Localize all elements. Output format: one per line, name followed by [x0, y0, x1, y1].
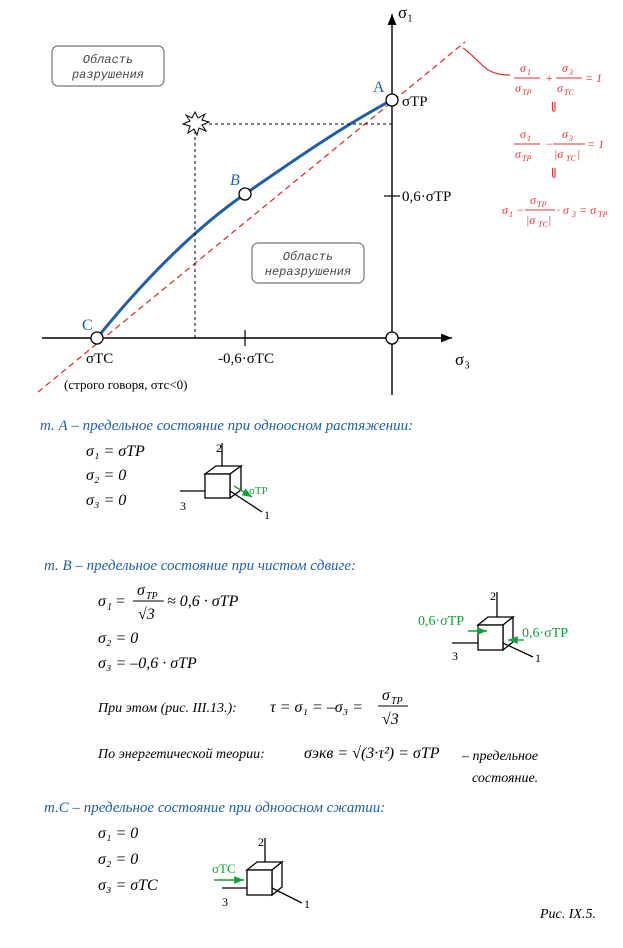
svg-text:|σ: |σ — [526, 213, 536, 227]
fracture-icon — [183, 112, 209, 135]
svg-text:1: 1 — [107, 602, 112, 613]
point-c-label: C — [82, 317, 93, 334]
section-b-limit-2: состояние. — [472, 771, 539, 786]
svg-text:|: | — [577, 147, 581, 161]
guide-lines — [195, 124, 392, 338]
red-formulas — [502, 61, 607, 229]
svg-text:σ: σ — [382, 687, 390, 704]
region-safe-line2: неразрушения — [264, 265, 352, 279]
svg-text:1: 1 — [527, 68, 531, 77]
section-b-tau: τ = σ₁ = –σ₃ = — [270, 699, 364, 716]
section-b-when: При этом (рис. III.13.): — [98, 701, 237, 716]
cube-a-axis2: 2 — [216, 441, 222, 455]
section-a — [40, 418, 413, 522]
callout-curve — [463, 48, 510, 75]
svg-text:σ: σ — [515, 147, 521, 161]
svg-text:ТР: ТР — [146, 591, 158, 602]
x-axis-label: σ₃ — [455, 350, 471, 369]
svg-text:3: 3 — [569, 134, 573, 143]
region-safe-line1: Область — [282, 250, 334, 264]
region-safe-box — [252, 243, 364, 283]
svg-text:σ: σ — [520, 61, 526, 75]
svg-text:ТС: ТС — [538, 220, 548, 229]
svg-text:ТС: ТС — [564, 88, 574, 97]
svg-text:σ: σ — [515, 81, 521, 95]
point-a-marker — [386, 94, 398, 106]
red-arrow-1: ⇓ — [548, 101, 560, 116]
svg-text:= σ: = σ — [579, 203, 597, 217]
region-destroy-line2: разрушения — [71, 68, 145, 82]
section-c — [44, 800, 385, 911]
point-b-marker — [239, 188, 251, 200]
svg-text:ТР: ТР — [598, 210, 608, 219]
sigma-tr-label: σТР — [402, 94, 428, 110]
svg-text:3: 3 — [572, 210, 576, 219]
section-a-line1: σ₁ = σТР — [86, 443, 145, 460]
cube-a-axis1: 1 — [264, 508, 270, 522]
svg-text:|σ: |σ — [554, 147, 564, 161]
svg-text:· σ: · σ — [557, 203, 569, 217]
svg-text:−: − — [545, 137, 554, 151]
cube-b-stress-left: 0,6·σТР — [418, 614, 465, 629]
point-a-label: A — [373, 79, 385, 96]
section-b — [44, 558, 568, 786]
svg-text:|: | — [548, 213, 552, 227]
sigma-06tr-label: 0,6·σТР — [402, 189, 452, 205]
region-destroy-line1: Область — [82, 53, 134, 67]
svg-text:1: 1 — [527, 134, 531, 143]
svg-text:√3: √3 — [382, 711, 399, 728]
svg-text:=: = — [115, 593, 126, 610]
section-c-title: т.С – предельное состояние при одноосном сжатии: — [44, 800, 386, 816]
strictly-note: (строго говоря, σтс<0) — [64, 377, 188, 392]
section-b-title: т. В – предельное состояние при чистом сдвиге: — [44, 558, 357, 574]
svg-text:+: + — [545, 71, 554, 85]
svg-text:σ: σ — [562, 127, 568, 141]
section-a-line2: σ₂ = 0 — [86, 467, 127, 484]
svg-text:σ: σ — [502, 203, 508, 217]
svg-text:σ: σ — [520, 127, 526, 141]
cube-b-axis3: 3 — [452, 649, 458, 663]
svg-text:ТР: ТР — [522, 88, 532, 97]
section-c-line3: σ₃ = σТС — [98, 877, 158, 894]
svg-text:ТР: ТР — [537, 200, 547, 209]
cube-c-stress-label: σТС — [212, 861, 236, 876]
section-b-energy-eq: σэкв = √(3·τ²) = σТР — [304, 745, 440, 762]
cube-a-stress-label: σТР — [249, 485, 268, 497]
section-a-line3: σ₃ = 0 — [86, 492, 127, 509]
sigma-neg06tc-label: -0,6·σТС — [218, 351, 274, 367]
cube-a-axis3: 3 — [180, 499, 186, 513]
svg-text:ТР: ТР — [391, 696, 403, 707]
svg-text:−: − — [516, 203, 525, 217]
red-eq-1-rhs: = 1 — [585, 71, 603, 85]
section-c-line1: σ₁ = 0 — [98, 825, 139, 842]
svg-text:√3: √3 — [138, 606, 155, 623]
point-b-label: B — [230, 172, 240, 189]
limit-curve — [97, 100, 392, 338]
stress-diagram — [38, 3, 510, 395]
cube-b-axis1: 1 — [535, 651, 541, 665]
region-destroy-box — [52, 46, 164, 86]
section-c-line2: σ₂ = 0 — [98, 851, 139, 868]
section-b-line2: σ₂ = 0 — [98, 630, 139, 647]
svg-text:σ: σ — [530, 193, 536, 207]
red-eq-3 — [502, 193, 607, 229]
cube-c-axis2: 2 — [258, 835, 264, 849]
origin-marker — [386, 332, 398, 344]
sigma-tc-label: σТС — [86, 351, 114, 367]
svg-text:1: 1 — [509, 210, 513, 219]
section-b-limit-1: – предельное — [462, 749, 539, 764]
section-b-energy: По энергетической теории: — [98, 747, 265, 762]
svg-text:σ: σ — [562, 61, 568, 75]
y-axis-label: σ₁ — [398, 3, 414, 22]
svg-text:3: 3 — [569, 68, 573, 77]
section-a-title: т. А – предельное состояние при одноосном растяжении: — [40, 418, 414, 434]
svg-text:σ: σ — [98, 593, 106, 610]
svg-text:σ: σ — [137, 582, 145, 599]
red-eq-2-rhs: = 1 — [587, 137, 605, 151]
red-eq-2 — [514, 127, 604, 163]
red-eq-1 — [514, 61, 602, 97]
cube-c-axis3: 3 — [222, 895, 228, 909]
cube-c-axis1: 1 — [304, 897, 310, 911]
section-b-line1-rhs: ≈ 0,6 · σТР — [167, 593, 239, 610]
figure-caption: Рис. IX.5. — [540, 907, 596, 922]
svg-text:σ: σ — [557, 81, 563, 95]
cube-b-stress-right: 0,6·σТР — [522, 626, 569, 641]
svg-text:ТР: ТР — [522, 154, 532, 163]
red-arrow-2: ⇓ — [548, 167, 560, 182]
section-b-tau-eq — [270, 687, 408, 728]
svg-text:ТС: ТС — [566, 154, 576, 163]
section-b-line3: σ₃ = –0,6 · σТР — [98, 655, 197, 672]
cube-b-axis2: 2 — [490, 589, 496, 603]
section-b-line1 — [98, 582, 239, 623]
point-c-marker — [91, 332, 103, 344]
